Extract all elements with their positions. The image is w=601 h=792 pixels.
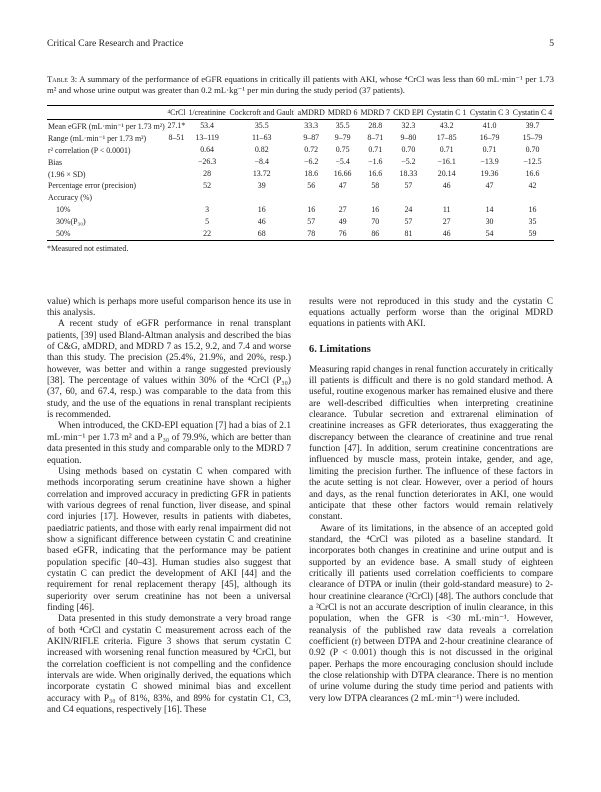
column-header: Cystatin C 4 bbox=[511, 106, 554, 120]
table-cell: 24 bbox=[404, 204, 413, 214]
table-cell: 0.71 bbox=[439, 145, 454, 155]
table-cell: 3 bbox=[205, 204, 210, 214]
table-cell: 47 bbox=[338, 181, 347, 191]
table-cell: 59 bbox=[528, 228, 537, 238]
table-cell: −8.4 bbox=[254, 157, 269, 167]
table-cell: −13.9 bbox=[480, 157, 499, 167]
row-label: Bias bbox=[48, 157, 63, 167]
table-cell: 17–85 bbox=[436, 133, 457, 143]
table-cell: 27 bbox=[338, 204, 347, 214]
table-cell: 16 bbox=[371, 204, 380, 214]
table-cell: 76 bbox=[338, 228, 347, 238]
table-cell: 27.1* bbox=[167, 121, 186, 131]
table-cell: 39 bbox=[257, 181, 266, 191]
table-cell: 16 bbox=[307, 204, 316, 214]
table-cell: −5.4 bbox=[335, 157, 350, 167]
table-cell: 9–80 bbox=[400, 133, 417, 143]
table-cell: 70 bbox=[371, 216, 380, 226]
table-cell: 16 bbox=[528, 204, 537, 214]
table-cell bbox=[359, 192, 392, 204]
paragraph: value) which is perhaps more useful comparison hence its use in this analysis. bbox=[47, 296, 291, 319]
table-row bbox=[47, 156, 554, 168]
table-cell bbox=[187, 192, 228, 204]
table-cell bbox=[166, 168, 187, 180]
table-row bbox=[47, 228, 554, 240]
table-cell: 81 bbox=[404, 228, 413, 238]
table-cell: 30 bbox=[485, 216, 494, 226]
column-header: Cockcroft and Gault bbox=[227, 106, 296, 120]
row-label: Accuracy (%) bbox=[48, 193, 93, 203]
table-cell: 9–79 bbox=[334, 133, 351, 143]
journal-title: Critical Care Research and Practice bbox=[47, 38, 184, 49]
table-cell: 39.7 bbox=[525, 121, 540, 131]
table-cell bbox=[166, 216, 187, 228]
table-cell bbox=[392, 192, 426, 204]
section-heading: 6. Limitations bbox=[309, 343, 371, 355]
table-cell: 0.71 bbox=[368, 145, 383, 155]
row-label: Mean eGFR (mL·min⁻¹ per 1.73 m²) bbox=[48, 121, 165, 131]
table-cell: 0.75 bbox=[335, 145, 350, 155]
table-cell bbox=[166, 156, 187, 168]
table-cell: 9–87 bbox=[303, 133, 320, 143]
table-cell: 52 bbox=[203, 181, 212, 191]
results-table bbox=[47, 105, 554, 241]
column-header: CKD EPI bbox=[392, 106, 426, 120]
column-header: Cystatin C 1 bbox=[425, 106, 468, 120]
table-cell: 0.82 bbox=[254, 145, 269, 155]
table-cell: −16.1 bbox=[437, 157, 456, 167]
row-label: r² correlation (P < 0.0001) bbox=[48, 145, 131, 155]
table-cell: 16.6 bbox=[368, 169, 383, 179]
table-cell: 42 bbox=[528, 181, 537, 191]
table-cell: 0.70 bbox=[401, 145, 416, 155]
table-row bbox=[47, 120, 554, 132]
table-cell: 16.6 bbox=[525, 169, 540, 179]
table-cell: −6.2 bbox=[304, 157, 319, 167]
table-cell: 15–79 bbox=[522, 133, 543, 143]
row-label: 10% bbox=[56, 205, 71, 215]
table-row bbox=[47, 144, 554, 156]
column-header: Cystatin C 3 bbox=[468, 106, 511, 120]
table-cell bbox=[166, 144, 187, 156]
table-cell: 27 bbox=[442, 216, 451, 226]
table-cell: 11 bbox=[442, 204, 451, 214]
column-header: MDRD 6 bbox=[326, 106, 359, 120]
table-row bbox=[47, 216, 554, 228]
row-label: 30%(P₃₀) bbox=[56, 217, 86, 227]
row-label: Range (mL·min⁻¹ per 1.73 m²) bbox=[48, 133, 147, 143]
table-row bbox=[47, 168, 554, 180]
table-cell bbox=[425, 192, 468, 204]
table-cell bbox=[166, 204, 187, 216]
table-cell: 18.6 bbox=[304, 169, 319, 179]
table-cell bbox=[296, 192, 326, 204]
table-footnote: *Measured not estimated. bbox=[47, 243, 129, 253]
table-cell: 16–79 bbox=[479, 133, 500, 143]
table-cell bbox=[166, 192, 187, 204]
table-cell bbox=[166, 180, 187, 192]
paragraph: When introduced, the CKD-EPI equation [7] had a bias of 2.1 mL·min⁻¹ per 1.73 m² and a P₃₀ of 79.9%, which are better than data presented in this study and comparable only to the MDRD 7 equation. bbox=[47, 421, 291, 466]
table-cell: 16 bbox=[257, 204, 266, 214]
table-cell: 35.5 bbox=[254, 121, 269, 131]
left-text-column bbox=[47, 297, 291, 717]
table-cell: 57 bbox=[404, 181, 413, 191]
table-cell bbox=[511, 192, 554, 204]
table-cell: 8–51 bbox=[168, 133, 185, 143]
paragraph: Using methods based on cystatin C when compared with methods incorporating serum creatinine have shown a higher correlation and improved accuracy in predicting GFR in patients with various degrees of renal function, liver disease, and spinal cord injuries [17]. However, results in patients with diabetes, paediatric patients, and those with early renal impairment did not show a significant difference between cystatin C and creatinine based eGFR, indicating that the performance may be patient population specific [40–43]. Human studies also suggest that cystatin C can predict the development of AKI [44] and the requirement for renal replacement therapy [45], although its superiority over serum creatinine has not been a universal finding [46]. bbox=[47, 466, 291, 613]
table-row bbox=[47, 180, 554, 192]
table-cell: 41.0 bbox=[482, 121, 497, 131]
paragraph: Measuring rapid changes in renal function accurately in critically ill patients is difficult and there is no gold standard method. A useful, routine exogenous marker has remained elusive and there are well-described difficulties when interpreting creatinine clearance. Tubular secretion and extrarenal elimination of creatinine increases as GFR deteriorates, thus exaggerating the discrepancy between the clearance of creatinine and true renal function [47]. In addition, serum creatinine concentrations are influenced by muscle mass, protein intake, gender, and age, limiting the precision further. The influence of these factors in the acute setting is not clear. However, over a period of hours and days, as the renal function deteriorates in AKI, one would anticipate that these other factors would remain relatively constant. bbox=[309, 364, 553, 523]
table-cell bbox=[326, 192, 359, 204]
table-cell bbox=[227, 192, 296, 204]
table-cell: 33.3 bbox=[304, 121, 319, 131]
table-cell bbox=[468, 192, 511, 204]
table-cell: 43.2 bbox=[439, 121, 454, 131]
column-header: 1/creatinine bbox=[187, 106, 228, 120]
table-cell: 46 bbox=[442, 228, 451, 238]
table-cell: 28.8 bbox=[368, 121, 383, 131]
table-cell: 46 bbox=[257, 216, 266, 226]
table-row bbox=[47, 132, 554, 144]
table-cell: 54 bbox=[485, 228, 494, 238]
table-cell: 78 bbox=[307, 228, 316, 238]
table-cell: 57 bbox=[307, 216, 316, 226]
table-cell: 46 bbox=[442, 181, 451, 191]
table-cell: 68 bbox=[257, 228, 266, 238]
table-cell: 0.72 bbox=[304, 145, 319, 155]
page-number: 5 bbox=[549, 38, 554, 49]
paragraph: Aware of its limitations, in the absence of an accepted gold standard, the ⁴CrCl was piloted as a baseline standard. It incorporates both changes in creatinine and urine output and is supported by an evidence base. A small study of eighteen critically ill patients used correlation coefficients to compare clearance of DTPA or inulin (their gold-standard measure) to 2-hour creatinine clearance (²CrCl) [48]. The authors conclude that a ²CrCl is not an accurate description of inulin clearance, in this population, when the GFR is <30 mL·min⁻¹. However, reanalysis of the published raw data reveals a correlation coefficient (r) between DTPA and 2-hour creatinine clearance of 0.92 (P < 0.001) though this is not discussed in the original paper. Perhaps the more encouraging conclusion should include the close relationship with DTPA clearance. There is no mention of urine volume during the study time period and patients with very low DTPA clearances (2 mL·min⁻¹) were included. bbox=[309, 523, 553, 704]
table-cell: 86 bbox=[371, 228, 380, 238]
table-cell: 20.14 bbox=[437, 169, 456, 179]
table-caption-body: A summary of the performance of eGFR equations in critically ill patients with AKI, whose ⁴CrCl was less than 60 mL·min⁻¹ per 1.73 m² and whose urine output was greater than 0.2 mL·kg⁻¹ per min during the study period (37 patients). bbox=[47, 74, 554, 95]
table-cell: 0.70 bbox=[525, 145, 540, 155]
table-cell: −1.6 bbox=[368, 157, 383, 167]
table-cell: 18.33 bbox=[399, 169, 418, 179]
table-cell: 11–63 bbox=[252, 133, 272, 143]
table-cell: 8–71 bbox=[367, 133, 384, 143]
table-cell: 53.4 bbox=[200, 121, 214, 131]
table-cell: 35.5 bbox=[335, 121, 350, 131]
table-cell: 13.72 bbox=[252, 169, 271, 179]
table-cell: −5.2 bbox=[401, 157, 416, 167]
table-cell: 49 bbox=[338, 216, 347, 226]
table-header-row bbox=[47, 106, 554, 120]
table-cell: −26.3 bbox=[197, 157, 217, 167]
column-header: aMDRD bbox=[296, 106, 326, 120]
column-header-empty bbox=[47, 106, 166, 120]
table-cell: 32.3 bbox=[401, 121, 416, 131]
table-cell: 14 bbox=[485, 204, 494, 214]
table-cell: 0.64 bbox=[200, 145, 214, 155]
table-cell: 16.66 bbox=[333, 169, 352, 179]
table-cell bbox=[166, 228, 187, 240]
table-cell: 13–119 bbox=[195, 133, 219, 143]
row-label: Percentage error (precision) bbox=[48, 181, 137, 191]
table-cell: 28 bbox=[203, 169, 212, 179]
table-cell: 5 bbox=[205, 216, 210, 226]
table-cell: 47 bbox=[485, 181, 494, 191]
table-row bbox=[47, 192, 554, 204]
table-cell: 58 bbox=[371, 181, 380, 191]
table-cell: 57 bbox=[404, 216, 413, 226]
running-head bbox=[47, 38, 554, 49]
right-text-column bbox=[309, 297, 553, 717]
body-text bbox=[47, 297, 554, 717]
paragraph: A recent study of eGFR performance in renal transplant patients, [39] used Bland-Altman analysis and described the bias of C&G, aMDRD, and MDRD 7 as 15.2, 9.2, and 7.4 and worse than this study. The precision (25.4%, 21.9%, and 20%, resp.) however, was better and within a range suggested previously [38]. The percentage of values within 30% of the ⁴CrCl (P₃₀) (37, 60, and 67.4, resp.) was comparable to the data from this study, and the use of the equations in renal transplant recipients is recommended. bbox=[47, 319, 291, 421]
column-header: ⁴CrCl bbox=[166, 106, 187, 120]
paragraph: results were not reproduced in this study and the cystatin C equations actually perform worse than the original MDRD equations in patients with AKI. bbox=[309, 296, 553, 330]
table-cell: 0.71 bbox=[482, 145, 497, 155]
row-label: 50% bbox=[56, 229, 71, 239]
table-cell: 56 bbox=[307, 181, 316, 191]
table-cell: 19.36 bbox=[480, 169, 499, 179]
table-cell: 35 bbox=[528, 216, 537, 226]
row-label: (1.96 × SD) bbox=[48, 169, 86, 179]
table-caption-label: Table 3: bbox=[47, 74, 78, 84]
column-header: MDRD 7 bbox=[359, 106, 392, 120]
table-cell: −12.5 bbox=[523, 157, 542, 167]
table-caption bbox=[47, 74, 554, 96]
paragraph: Data presented in this study demonstrate a very broad range of both ⁴CrCl and cystatin C measurement across each of the AKIN/RIFLE criteria. Figure 3 shows that serum cystatin C increased with worsening renal function measured by ⁴CrCl, but the correlation coefficient is not compelling and the confidence intervals are wide. When originally derived, the equations which incorporate cystatin C showed minimal bias and excellent accuracy with P₃₀ of 81%, 83%, and 89% for cystatin C1, C3, and C4 equations, respectively [16]. These bbox=[47, 614, 291, 716]
table-cell: 22 bbox=[203, 228, 212, 238]
table-row bbox=[47, 204, 554, 216]
